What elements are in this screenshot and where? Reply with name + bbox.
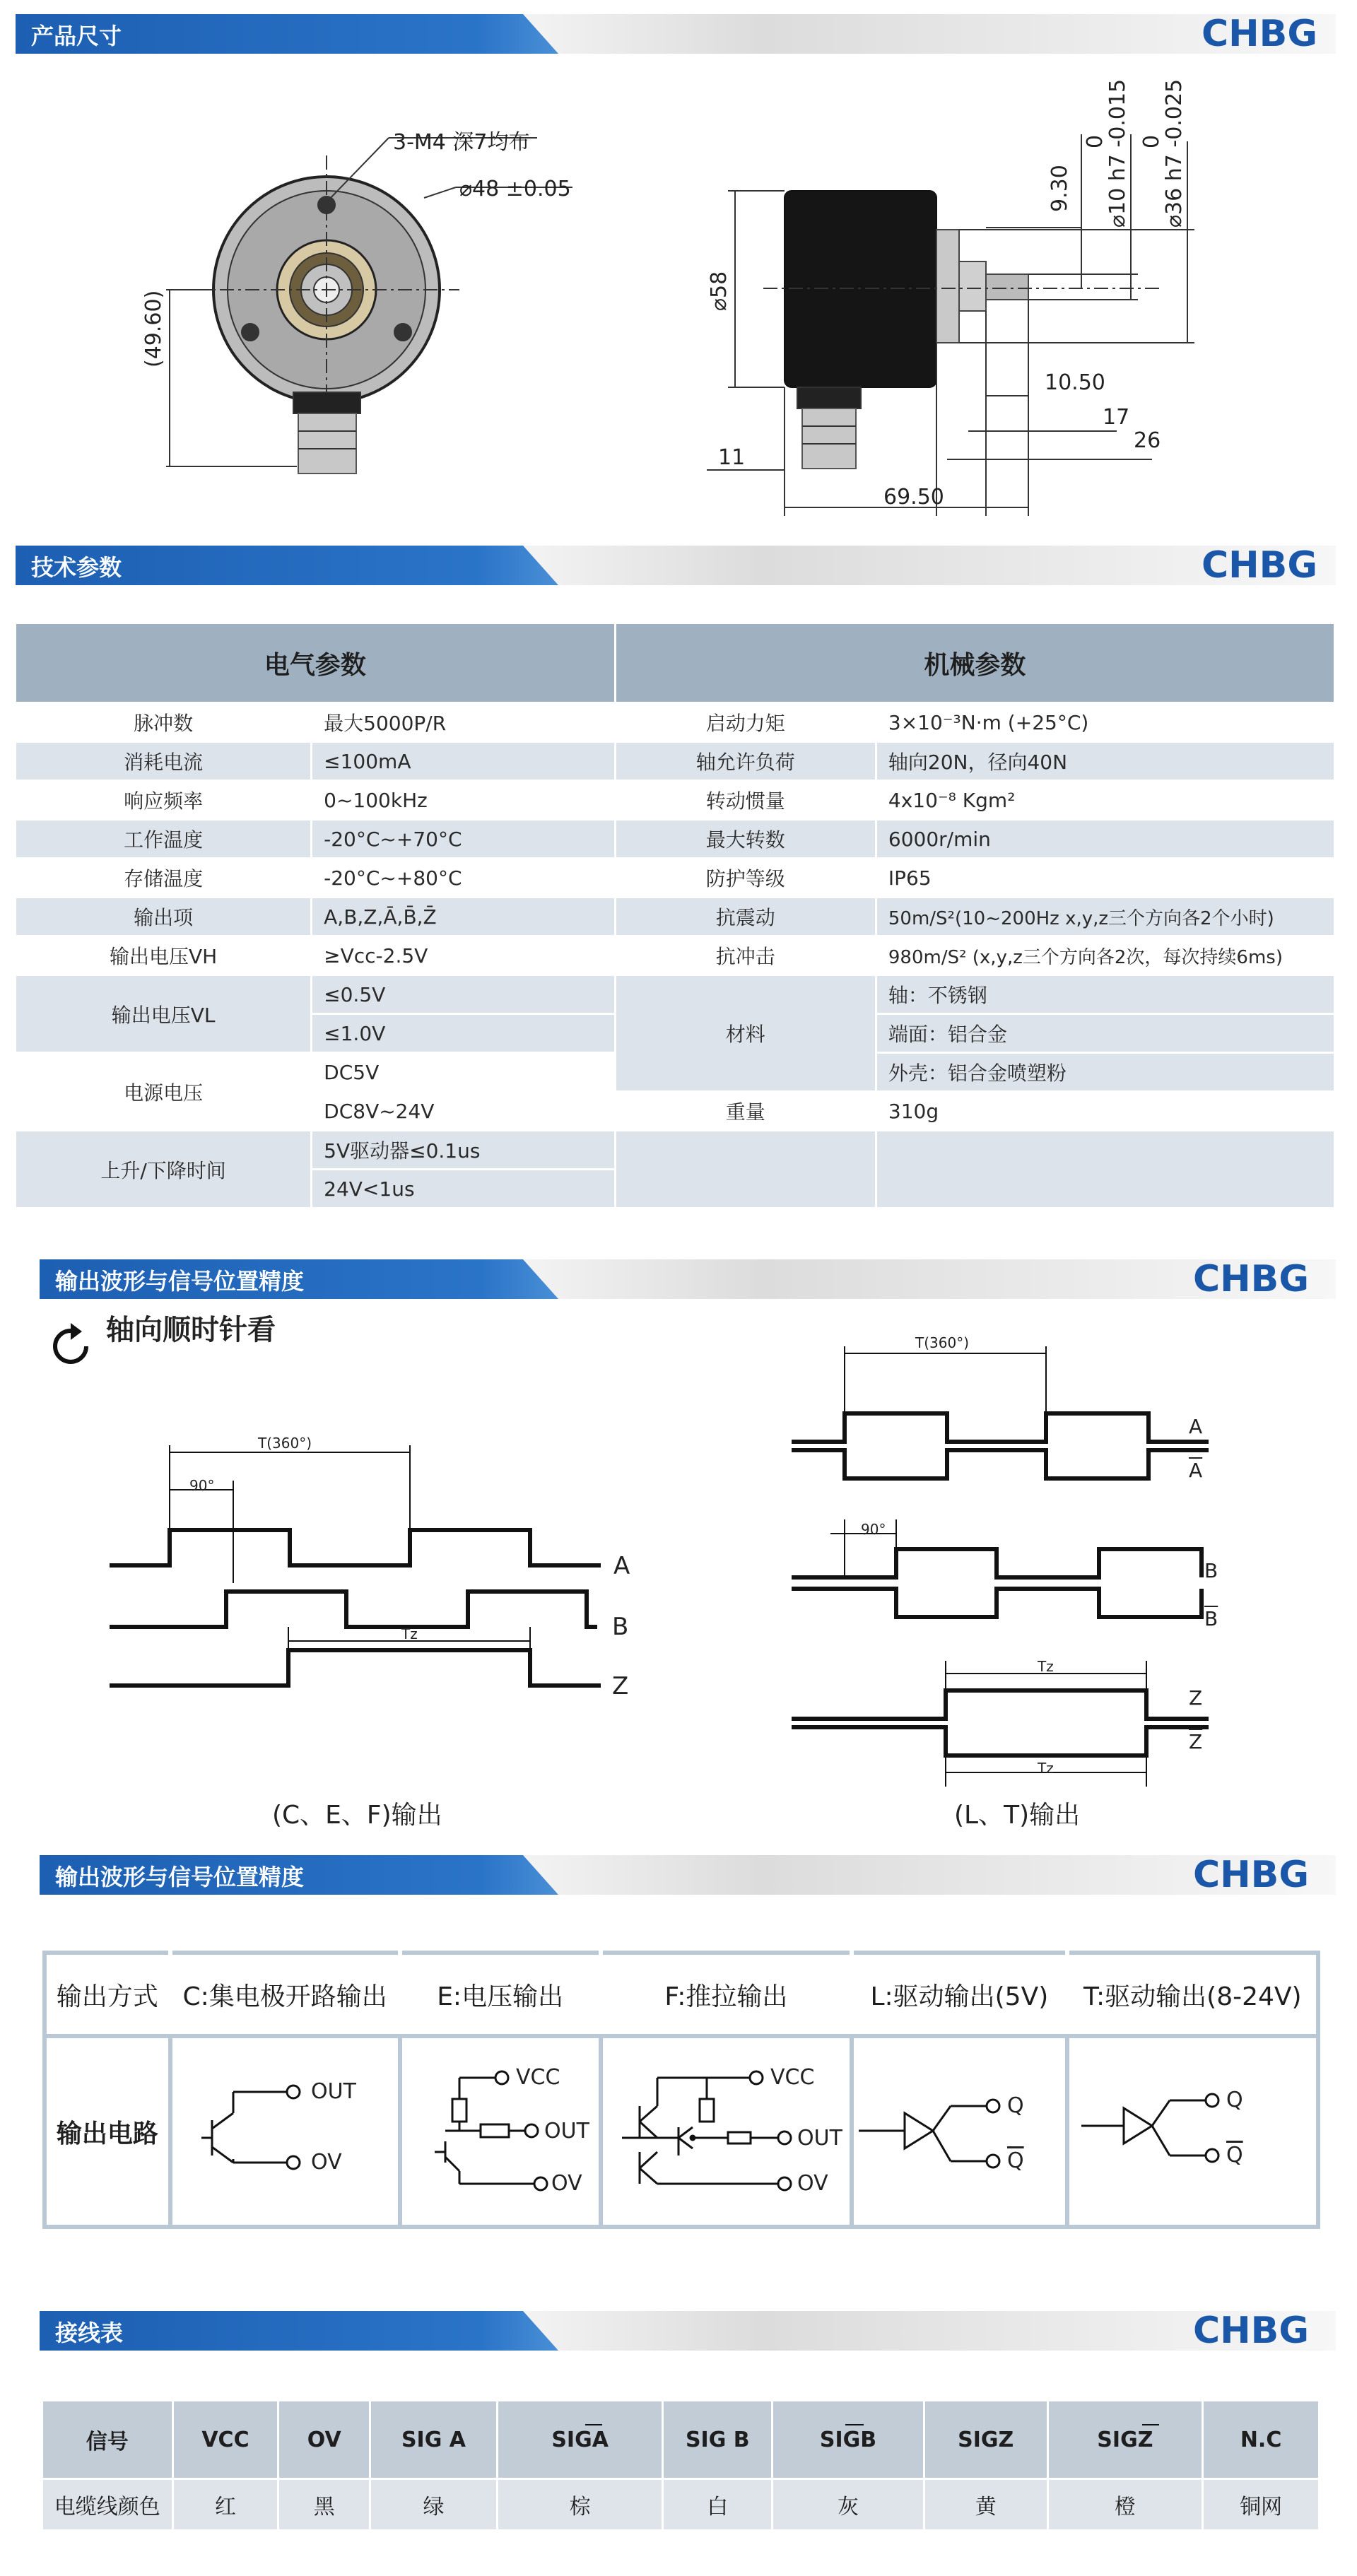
param-value: ≤0.5V [312, 975, 616, 1014]
output-circuit-label: 输出电路 [45, 2036, 170, 2227]
param-value: 310g [876, 1092, 1334, 1131]
brand-logo: CHBG [1202, 13, 1317, 55]
param-label: 输出电压VH [16, 936, 312, 975]
param-value: 外壳：铝合金喷塑粉 [876, 1053, 1334, 1092]
wiring-header: SIG B [663, 2401, 773, 2479]
table-row [16, 975, 1335, 1014]
rotation-direction-label: 轴向顺时针看 [106, 1314, 276, 1346]
param-label: 工作温度 [16, 820, 312, 859]
param-label: 抗冲击 [615, 936, 876, 975]
mode-c: C:集电极开路输出 [170, 1953, 400, 2036]
signal-z-right-label: Z [1189, 1686, 1203, 1710]
dim-17-label: 17 [1103, 405, 1130, 430]
phase-label: 90° [189, 1477, 215, 1494]
l-qbar-label: $\overline{Q}$ [1007, 2148, 1024, 2173]
dia58-label: ⌀58 [707, 271, 732, 311]
wiring-header: SIGA [497, 2401, 663, 2479]
dim-26-label: 26 [1134, 428, 1161, 453]
t-qbar-label: $\overline{Q}$ [1226, 2143, 1243, 2168]
param-label: 重量 [615, 1092, 876, 1131]
param-value: 24V<1us [312, 1170, 616, 1208]
wiring-header: SIGZ [1047, 2401, 1203, 2479]
param-value: IP65 [876, 859, 1334, 898]
wiring-header: SIG A [370, 2401, 498, 2479]
param-value: 980m/S² (x,y,z三个方向各2次，每次持续6ms) [876, 936, 1334, 975]
wiring-header: SIGB [773, 2401, 924, 2479]
param-label: 脉冲数 [16, 703, 312, 742]
param-value: ≤100mA [312, 742, 616, 781]
wire-color: 绿 [370, 2479, 498, 2531]
signal-bbar-right-label: $\overline{B}$ [1204, 1607, 1218, 1630]
param-value: 5V驱动器≤0.1us [312, 1131, 616, 1170]
param-value: -20°C~+80°C [312, 859, 616, 898]
period-label-right: T(360°) [915, 1334, 969, 1351]
brand-logo: CHBG [1193, 2310, 1309, 2352]
output-mode-label: 输出方式 [45, 1953, 170, 2036]
mode-e: E:电压输出 [400, 1953, 601, 2036]
l-q-label: Q [1007, 2093, 1024, 2118]
param-value: 50m/S²(10~200Hz x,y,z三个方向各2个小时) [876, 898, 1334, 936]
table-row [16, 703, 1335, 742]
wire-color: 橙 [1047, 2479, 1203, 2531]
shaft10-upper-label: 0 [1083, 134, 1108, 148]
empty-cell [876, 1131, 1334, 1208]
f-vcc-label: VCC [770, 2065, 815, 2090]
wiring-row-label: 电缆线颜色 [42, 2479, 173, 2531]
dia36-label: ⌀36 h7 -0.025 [1162, 78, 1187, 228]
dia48-label: ⌀48 ±0.05 [459, 177, 571, 201]
height-4960-label: (49.60) [141, 290, 166, 367]
mode-f: F:推拉输出 [601, 1953, 852, 2036]
waveform-diagram [0, 1300, 1357, 1852]
wiring-header: VCC [172, 2401, 278, 2479]
param-value: 0~100kHz [312, 781, 616, 820]
param-value: DC8V~24V [312, 1092, 616, 1131]
wire-color: 铜网 [1203, 2479, 1320, 2531]
param-label: 防护等级 [615, 859, 876, 898]
param-value: 轴：不锈钢 [876, 975, 1334, 1014]
table-row [16, 1131, 1335, 1170]
dim-11-label: 11 [718, 445, 746, 470]
signal-zbar-right-label: $\overline{Z}$ [1189, 1730, 1203, 1753]
param-value: 3×10⁻³N·m (+25°C) [876, 703, 1334, 742]
phase-label-right: 90° [861, 1521, 886, 1538]
wiring-header: SIGZ [924, 2401, 1047, 2479]
section-title-waveform: 输出波形与信号位置精度 [55, 1268, 305, 1295]
mount-hole-note: 3-M4 深7均布 [393, 130, 530, 155]
wire-color: 棕 [497, 2479, 663, 2531]
param-label: 输出项 [16, 898, 312, 936]
table-row [16, 742, 1335, 781]
wire-color: 白 [663, 2479, 773, 2531]
table-row [16, 781, 1335, 820]
param-value: ≥Vcc-2.5V [312, 936, 616, 975]
param-label: 电源电压 [16, 1053, 312, 1131]
param-value: -20°C~+70°C [312, 820, 616, 859]
param-value: 端面：铝合金 [876, 1014, 1334, 1053]
param-label: 最大转数 [615, 820, 876, 859]
e-vcc-label: VCC [516, 2065, 560, 2090]
dim-930-label: 9.30 [1047, 165, 1072, 212]
f-out-label: OUT [797, 2126, 842, 2151]
param-label: 响应频率 [16, 781, 312, 820]
signal-a-right-label: A [1189, 1415, 1203, 1438]
param-value: 4x10⁻⁸ Kgm² [876, 781, 1334, 820]
param-value: 轴向20N，径向40N [876, 742, 1334, 781]
caption-lt: (L、T)输出 [954, 1801, 1081, 1830]
dim-6950-label: 69.50 [883, 485, 944, 510]
table-row [16, 820, 1335, 859]
e-ov-label: OV [551, 2171, 582, 2196]
signal-abar-right-label: $\overline{A}$ [1189, 1459, 1203, 1482]
section-title-output: 输出波形与信号位置精度 [55, 1864, 305, 1890]
table-row [16, 898, 1335, 936]
period-label: T(360°) [258, 1435, 312, 1452]
wiring-header: N.C [1203, 2401, 1320, 2479]
dia36-upper-label: 0 [1139, 134, 1164, 148]
tz-label-right: Tz [1038, 1658, 1054, 1675]
tech-params-table [14, 622, 1336, 1209]
section-title-wiring: 接线表 [55, 2319, 124, 2346]
signal-z-label: Z [612, 1672, 629, 1700]
param-value: 最大5000P/R [312, 703, 616, 742]
wire-color: 灰 [773, 2479, 924, 2531]
wiring-color-row [42, 2479, 1320, 2531]
table-row [16, 936, 1335, 975]
param-value: DC5V [312, 1053, 616, 1092]
table-row [16, 859, 1335, 898]
param-value: ≤1.0V [312, 1014, 616, 1053]
signal-a-label: A [613, 1552, 630, 1580]
section-title-tech: 技术参数 [31, 554, 122, 581]
tz-label-right-bottom: Tz [1038, 1760, 1054, 1777]
wiring-header: 信号 [42, 2401, 173, 2479]
c-ov-label: OV [311, 2150, 342, 2175]
empty-cell [615, 1131, 876, 1208]
param-label: 上升/下降时间 [16, 1131, 312, 1208]
param-label: 消耗电流 [16, 742, 312, 781]
tz-label: Tz [401, 1625, 418, 1642]
wiring-header: OV [278, 2401, 370, 2479]
t-q-label: Q [1226, 2088, 1243, 2112]
caption-cef: (C、E、F)输出 [272, 1801, 442, 1830]
param-label: 启动力矩 [615, 703, 876, 742]
c-out-label: OUT [311, 2079, 356, 2104]
mech-header: 机械参数 [615, 623, 1334, 703]
param-label: 输出电压VL [16, 975, 312, 1053]
wire-color: 黑 [278, 2479, 370, 2531]
overline-marks [0, 2399, 1357, 2477]
brand-logo: CHBG [1202, 544, 1317, 587]
section-title-dimensions: 产品尺寸 [31, 23, 122, 49]
param-label: 抗震动 [615, 898, 876, 936]
param-label: 材料 [615, 975, 876, 1092]
e-out-label: OUT [544, 2119, 589, 2143]
signal-b-right-label: B [1204, 1559, 1218, 1582]
dim-1050-label: 10.50 [1045, 370, 1105, 395]
mode-t: T:驱动输出(8-24V) [1067, 1953, 1318, 2036]
wire-color: 黄 [924, 2479, 1047, 2531]
wire-color: 红 [172, 2479, 278, 2531]
brand-logo: CHBG [1193, 1258, 1309, 1300]
param-label: 存储温度 [16, 859, 312, 898]
param-label: 轴允许负荷 [615, 742, 876, 781]
param-value: A,B,Z,Ā,B̄,Z̄ [312, 898, 616, 936]
shaft10-label: ⌀10 h7 -0.015 [1105, 78, 1130, 228]
f-ov-label: OV [797, 2171, 828, 2196]
mode-l: L:驱动输出(5V) [852, 1953, 1067, 2036]
elec-header: 电气参数 [16, 623, 616, 703]
param-label: 转动惯量 [615, 781, 876, 820]
brand-logo: CHBG [1193, 1854, 1309, 1896]
circuit-schematics [0, 2042, 1357, 2233]
signal-b-label: B [612, 1613, 629, 1641]
param-value: 6000r/min [876, 820, 1334, 859]
